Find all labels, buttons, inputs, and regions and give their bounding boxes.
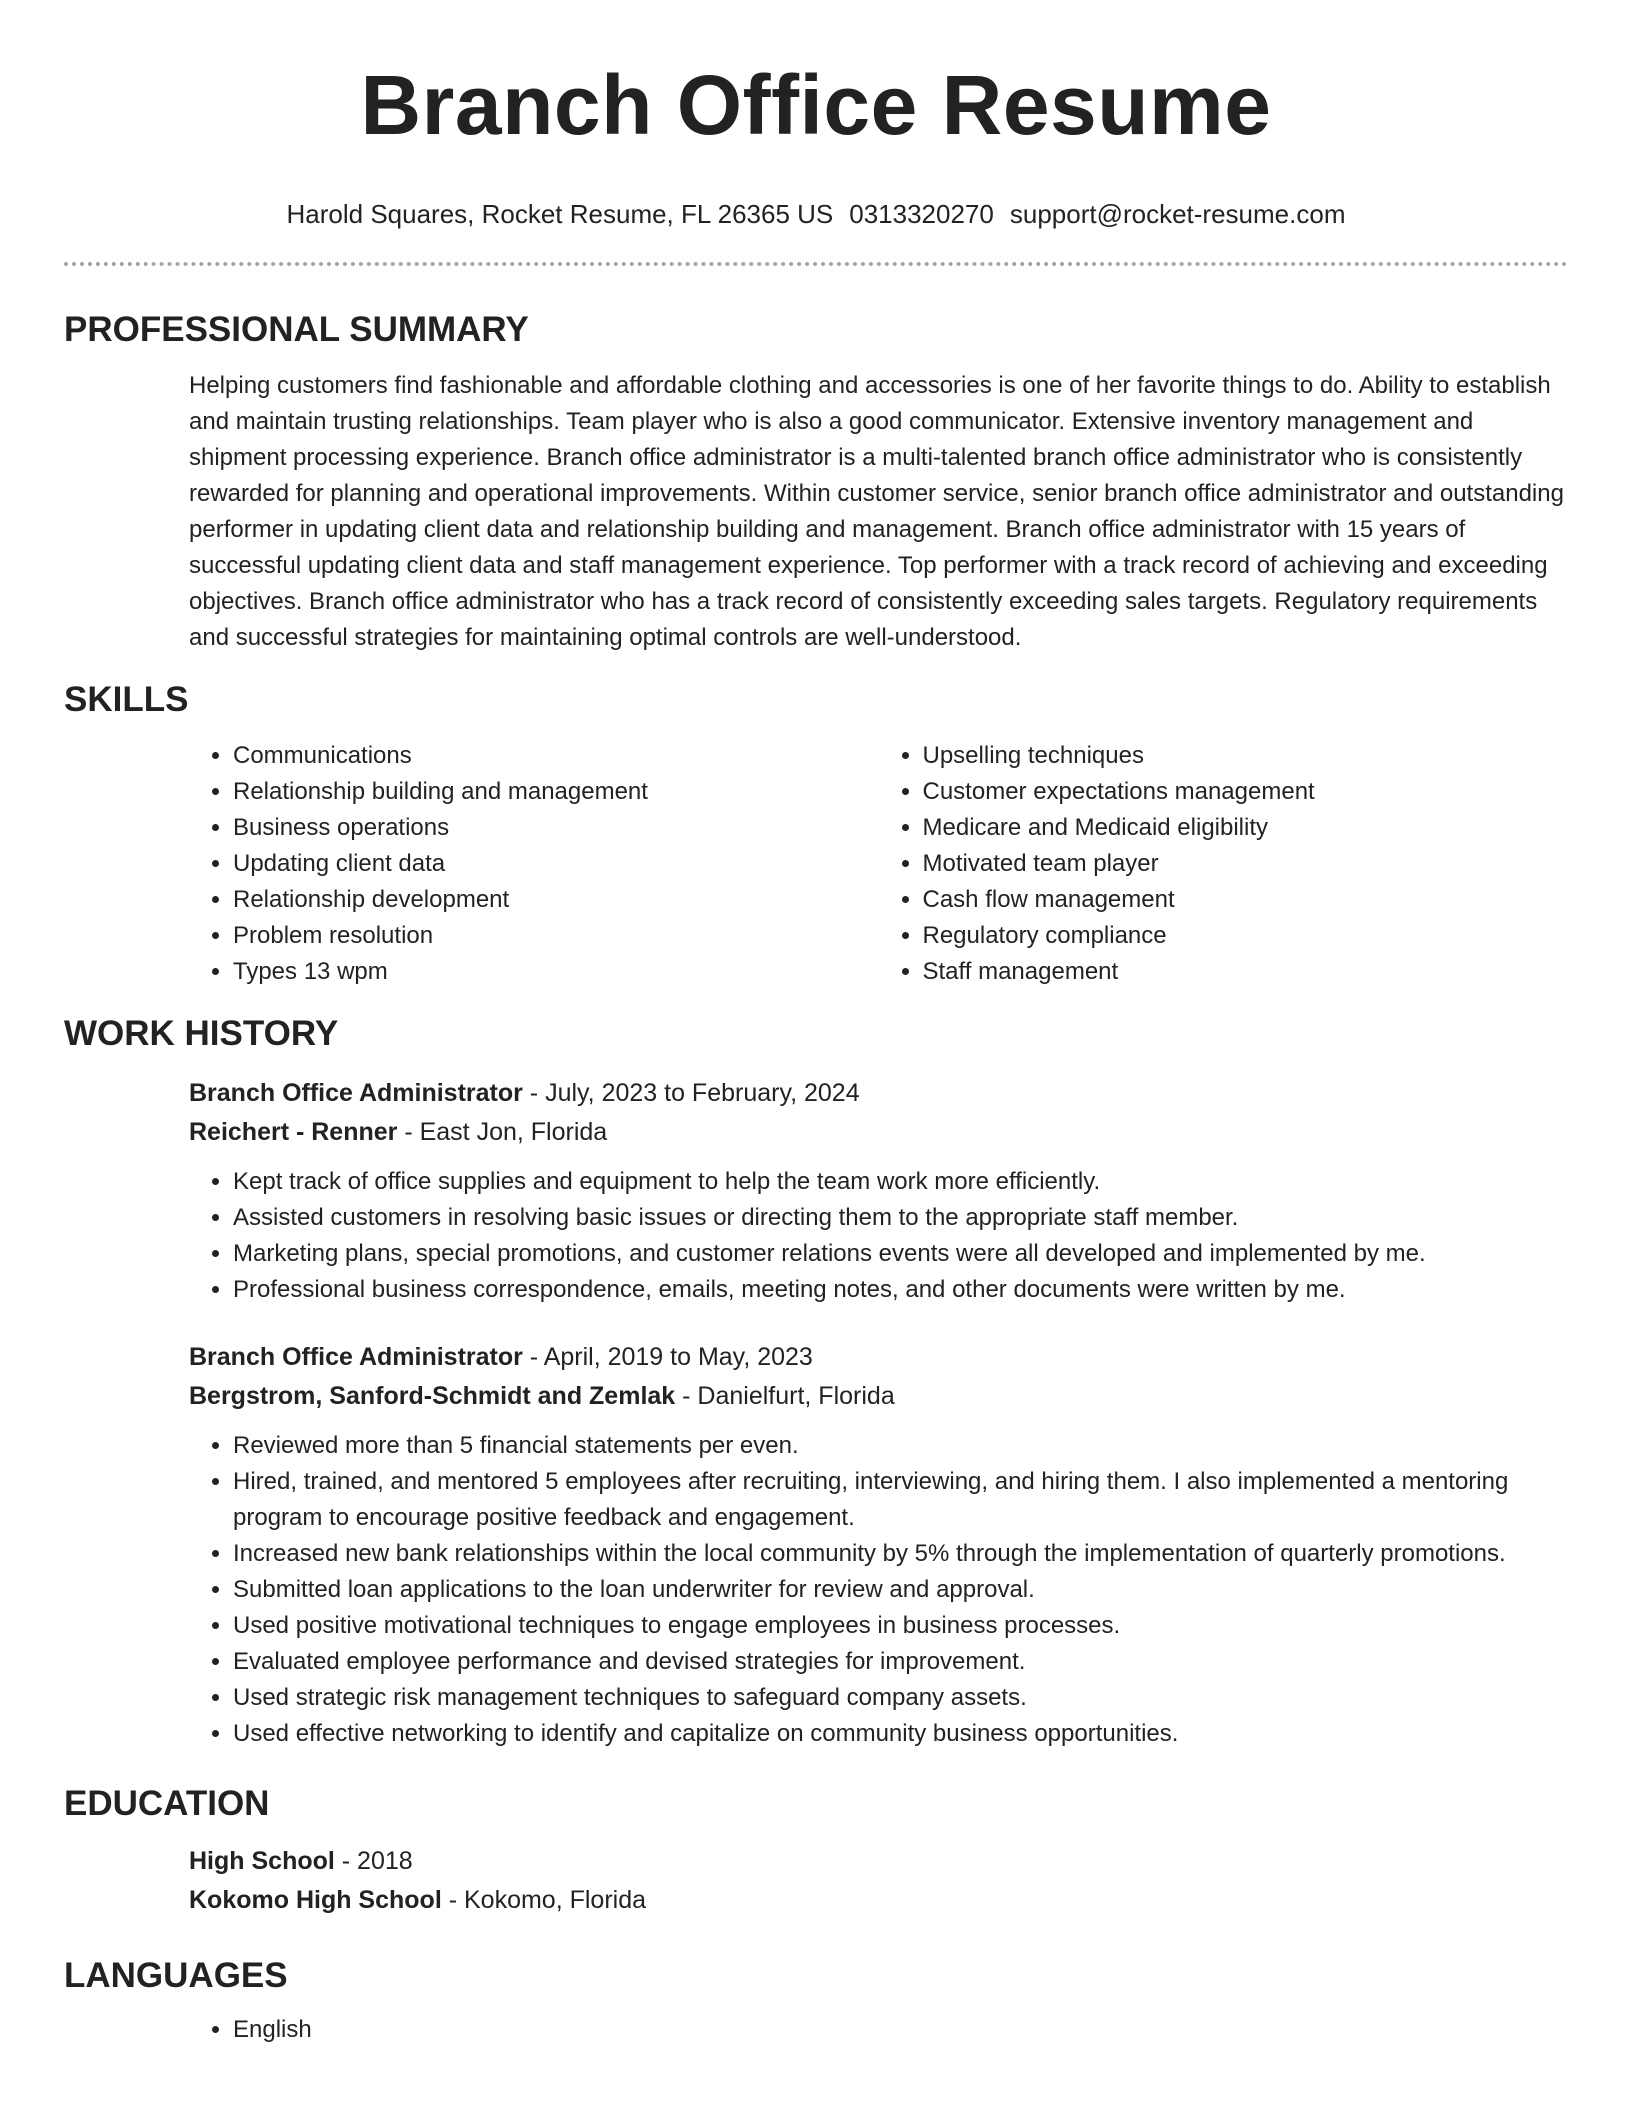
job-bullet: • Reviewed more than 5 financial statements per even. [233,1428,1568,1464]
skill-item: • Relationship building and management [233,774,879,810]
job-bullet: • Kept track of office supplies and equipment to help the team work more efficiently. [233,1164,1568,1200]
education-year: - 2018 [334,1847,413,1875]
section-title-summary: PROFESSIONAL SUMMARY [64,310,529,349]
job-role: Branch Office Administrator [189,1079,523,1107]
job-role: Branch Office Administrator [189,1343,523,1371]
job-bullet: • Used positive motivational techniques to engage employees in business processes. [233,1608,1568,1644]
language-item: • English [233,2012,1568,2048]
skill-item: • Updating client data [233,846,879,882]
job-bullet: • Marketing plans, special promotions, and customer relations events were all developed and implemented by me. [233,1236,1568,1272]
skills-list-left [189,738,879,990]
job-bullet: • Hired, trained, and mentored 5 employees after recruiting, interviewing, and hiring them. I also implemented a mentoring program to encourage positive feedback and engagement. [233,1464,1568,1536]
skill-item: • Staff management [923,954,1569,990]
education-school: Kokomo High School [189,1886,442,1914]
job-bullet: • Used strategic risk management techniques to safeguard company assets. [233,1680,1568,1716]
contact-phone: 0313320270 [849,199,994,229]
education-school-line [189,1881,1568,1920]
job-bullet: • Assisted customers in resolving basic issues or directing them to the appropriate staff member. [233,1200,1568,1236]
skill-item: • Medicare and Medicaid eligibility [923,810,1569,846]
job-bullets [189,1164,1568,1308]
education-location: - Kokomo, Florida [441,1886,647,1914]
job-bullet: • Professional business correspondence, emails, meeting notes, and other documents were written by me. [233,1272,1568,1308]
job-bullets [189,1428,1568,1752]
skills-section [64,738,1568,990]
job-entry [64,1074,1568,1308]
job-bullet: • Used effective networking to identify and capitalize on community business opportunities. [233,1716,1568,1752]
summary-text: Helping customers find fashionable and affordable clothing and accessories is one of her favorite things to do. Ability to establish and maintain trusting relationships. Team player who is also a good communicator. Extensive inventory management and shipment processing experience. Branch office administrator is a multi-talented branch office administrator who is consistently rewarded for planning and operational improvements. Within customer service, senior branch office administrator and outstanding performer in updating client data and relationship building and management. Branch office administrator with 15 years of successful updating client data and staff management experience. Top performer with a track record of achieving and exceeding objectives. Branch office administrator who has a track record of consistently exceeding sales targets. Regulatory requirements and successful strategies for maintaining optimal controls are well-understood. [189,372,1564,651]
skill-item: • Cash flow management [923,882,1569,918]
skill-item: • Upselling techniques [923,738,1569,774]
summary-section [64,368,1568,656]
skills-list-right [879,738,1569,990]
job-heading [189,1074,1568,1113]
languages-list [189,2012,1568,2048]
languages-section [64,2012,1568,2048]
resume-title: Branch Office Resume [360,58,1272,152]
skill-item: • Types 13 wpm [233,954,879,990]
skill-item: • Relationship development [233,882,879,918]
job-dates: - April, 2019 to May, 2023 [522,1343,813,1371]
job-company: Bergstrom, Sanford-Schmidt and Zemlak [189,1382,676,1410]
job-dates: - July, 2023 to February, 2024 [522,1079,860,1107]
education-degree: High School [189,1847,335,1875]
job-location: - Danielfurt, Florida [675,1382,895,1410]
job-entry [64,1338,1568,1752]
job-bullet: • Submitted loan applications to the loan underwriter for review and approval. [233,1572,1568,1608]
section-title-education: EDUCATION [64,1784,270,1823]
section-title-work: WORK HISTORY [64,1014,339,1053]
skill-item: • Regulatory compliance [923,918,1569,954]
skill-item: • Motivated team player [923,846,1569,882]
job-employer [189,1377,1568,1416]
job-bullet: • Increased new bank relationships within the local community by 5% through the implementation of quarterly promotions. [233,1536,1568,1572]
job-company: Reichert - Renner [189,1118,398,1146]
skill-item: • Problem resolution [233,918,879,954]
contact-line [64,197,1568,231]
skill-item: • Business operations [233,810,879,846]
skill-item: • Customer expectations management [923,774,1569,810]
education-section [64,1842,1568,1920]
header-divider [64,262,1568,266]
skill-item: • Communications [233,738,879,774]
job-heading [189,1338,1568,1377]
contact-address: Harold Squares, Rocket Resume, FL 26365 US [286,199,834,229]
job-bullet: • Evaluated employee performance and devised strategies for improvement. [233,1644,1568,1680]
job-employer [189,1113,1568,1152]
section-title-skills: SKILLS [64,680,189,719]
job-location: - East Jon, Florida [397,1118,608,1146]
section-title-languages: LANGUAGES [64,1956,288,1995]
education-degree-line [189,1842,1568,1881]
contact-email: support@rocket-resume.com [1009,199,1346,229]
